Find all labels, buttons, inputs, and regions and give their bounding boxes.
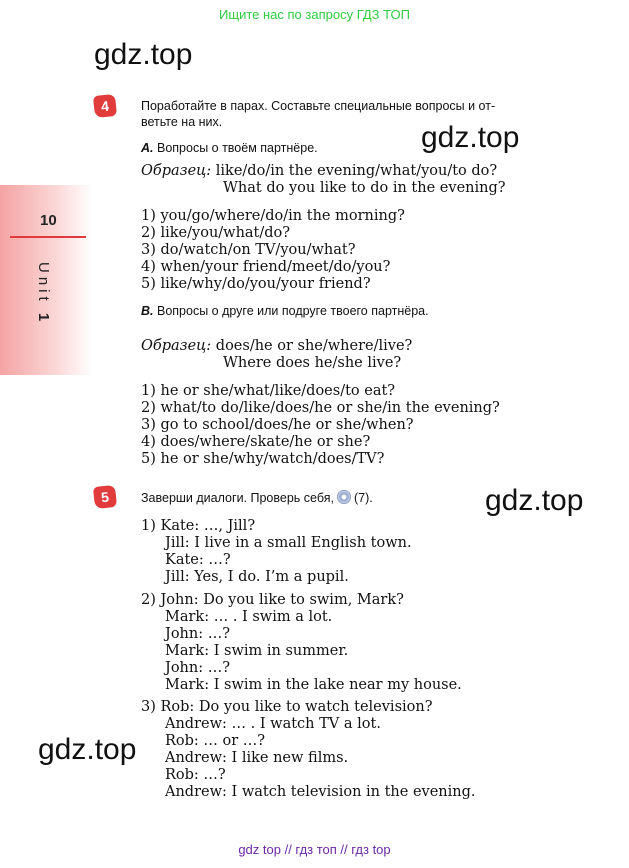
section-a-heading: A. Вопросы о твоём партнёре.: [141, 141, 318, 155]
section-b-sample: Образец: does/he or she/where/live?: [141, 338, 413, 354]
dialogue-line: Mark: I swim in the lake near my house.: [165, 677, 462, 693]
dialogue-line: Andrew: I like new films.: [165, 750, 349, 766]
section-b-item: 1) he or she/what/like/does/to eat?: [141, 383, 396, 399]
audio-disc-icon[interactable]: [337, 490, 351, 504]
dialogue-line: Mark: I swim in summer.: [165, 643, 349, 659]
watermark-right-2: gdz.top: [485, 484, 584, 517]
section-a-sample-answer: What do you like to do in the evening?: [223, 180, 506, 196]
unit-label: Unit 1: [35, 262, 52, 326]
dialogue-line: Andrew: … . I watch TV a lot.: [165, 716, 381, 732]
exercise-5-badge: 5: [93, 485, 117, 509]
watermark-right-1: gdz.top: [421, 121, 520, 154]
dialogue-line: Rob: … or …?: [165, 733, 266, 749]
section-a-item: 1) you/go/where/do/in the morning?: [141, 208, 405, 224]
dialogue-line: John: …?: [165, 626, 230, 642]
dialogue-line: 3) Rob: Do you like to watch television?: [141, 699, 433, 715]
dialogue-line: 1) Kate: …, Jill?: [141, 518, 256, 534]
top-banner[interactable]: Ищите нас по запросу ГДЗ ТОП: [219, 7, 410, 22]
section-b-sample-answer: Where does he/she live?: [223, 355, 402, 371]
section-b-heading: B. Вопросы о друге или подруге твоего партнёра.: [141, 304, 429, 318]
dialogue-line: Mark: … . I swim a lot.: [165, 609, 333, 625]
exercise-5-instruction: Заверши диалоги. Проверь себя, (7).: [141, 491, 373, 505]
exercise-4-instruction-line2: ветьте на них.: [141, 115, 223, 129]
dialogue-line: Andrew: I watch television in the evening.: [165, 784, 476, 800]
exercise-4-badge: 4: [93, 94, 117, 118]
dialogue-line: John: …?: [165, 660, 230, 676]
section-b-item: 3) go to school/does/he or she/when?: [141, 417, 414, 433]
section-b-item: 5) he or she/why/watch/does/TV?: [141, 451, 385, 467]
section-a-item: 4) when/your friend/meet/do/you?: [141, 259, 391, 275]
section-a-item: 5) like/why/do/you/your friend?: [141, 276, 371, 292]
section-a-item: 2) like/you/what/do?: [141, 225, 291, 241]
section-a-sample: Образец: like/do/in the evening/what/you/to do?: [141, 163, 498, 179]
section-b-item: 2) what/to do/like/does/he or she/in the evening?: [141, 400, 500, 416]
side-divider: [10, 236, 86, 238]
watermark-left-bottom: gdz.top: [38, 733, 137, 766]
dialogue-line: 2) John: Do you like to swim, Mark?: [141, 592, 404, 608]
dialogue-line: Jill: Yes, I do. I’m a pupil.: [165, 569, 349, 585]
footer-links[interactable]: gdz top // гдз топ // гдз top: [238, 842, 391, 857]
page-number: 10: [40, 212, 57, 229]
dialogue-line: Rob: …?: [165, 767, 226, 783]
section-b-item: 4) does/where/skate/he or she?: [141, 434, 371, 450]
dialogue-line: Jill: I live in a small English town.: [165, 535, 412, 551]
exercise-4-instruction-line1: Поработайте в парах. Составьте специальные вопросы и от-: [141, 99, 496, 113]
section-a-item: 3) do/watch/on TV/you/what?: [141, 242, 356, 258]
watermark-top-left: gdz.top: [94, 38, 193, 71]
dialogue-line: Kate: …?: [165, 552, 231, 568]
